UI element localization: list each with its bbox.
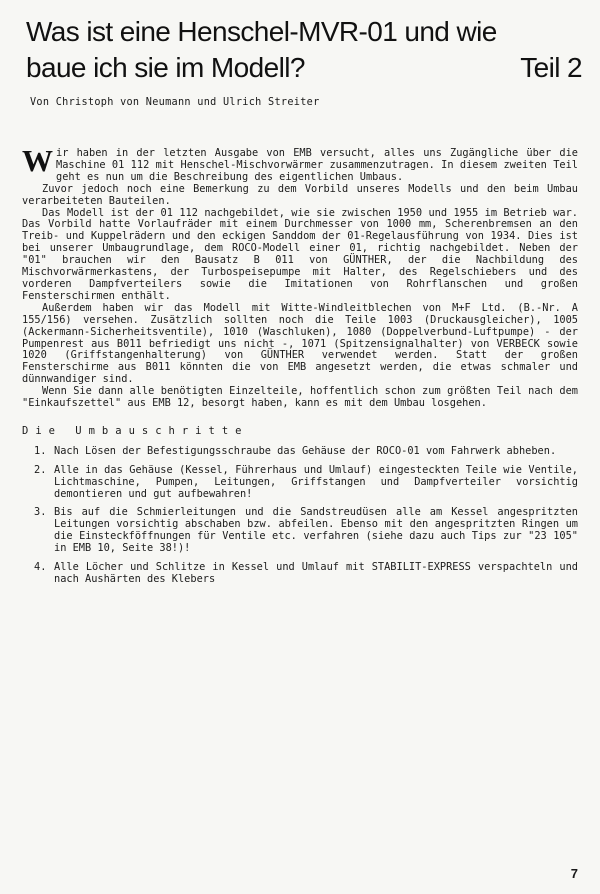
drop-cap: W — [22, 143, 53, 178]
step-number: 3. — [34, 506, 47, 519]
step-text: Nach Lösen der Befestigungsschraube das Gehäuse der ROCO-01 vom Fahrwerk abheben. — [54, 444, 557, 457]
paragraph: Zuvor jedoch noch eine Bemerkung zu dem Vorbild unseres Modells und den beim Umbau verarbeiteten Bauteilen. — [22, 182, 578, 207]
step-text: Alle Löcher und Schlitze in Kessel und Umlauf mit STABILIT-EXPRESS verspachteln und nach Aushärten des Klebers — [54, 561, 578, 585]
paragraph-text: ir haben in der letzten Ausgabe von EMB versucht, alles uns Zugängliche über die Maschine 01 112 mit Henschel-Mischvorwärmer zusammenzutragen. In diesem zweiten Teil geht es nun um die Beschreibung des eigentlichen Umbaus. — [56, 147, 578, 183]
part-label: Teil 2 — [520, 52, 582, 83]
step-number: 4. — [34, 561, 47, 574]
step-number: 2. — [34, 463, 47, 476]
section-heading: Die Umbauschritte — [22, 424, 249, 437]
steps-list — [22, 446, 578, 586]
article-title — [26, 14, 582, 86]
byline: Von Christoph von Neumann und Ulrich Streiter — [30, 97, 320, 108]
article-body — [22, 143, 578, 593]
list-item — [22, 465, 578, 501]
list-item — [22, 446, 578, 458]
step-text: Bis auf die Schmierleitungen und die Sandstreudüsen alle am Kessel angespritzten Leitungen vorsichtig abschaben bzw. abfeilen. Ebenso mit den angespritzten Ringen um die Einsteckföffnungen für Ventile etc. verfahren (siehe dazu auch Tips zur "23 105" in EMB 10, Seite 38!)! — [54, 506, 578, 555]
page-number: 7 — [570, 866, 578, 881]
title-line-2-text: baue ich sie im Modell? — [26, 52, 305, 83]
title-line-1: Was ist eine Henschel-MVR-01 und wie — [26, 16, 497, 47]
list-item — [22, 507, 578, 555]
step-text: Alle in das Gehäuse (Kessel, Führerhaus und Umlauf) eingesteckten Teile wie Ventile, Lichtmaschine, Pumpen, Leitungen, Griffstangen und Dampfverteiler vorsichtig demontieren und gut aufbewahren! — [54, 463, 578, 500]
paragraph: Wenn Sie dann alle benötigten Einzelteile, hoffentlich schon zum größten Teil nach dem "Einkaufszettel" aus EMB 12, besorgt haben, kann es mit dem Umbau losgehen. — [22, 385, 578, 410]
paragraph-intro — [22, 143, 578, 184]
paragraph: Außerdem haben wir das Modell mit Witte-Windleitblechen von M+F Ltd. (B.-Nr. A 155/156) versehen. Zusätzlich sollten noch die Teile 1003 (Druckausgleicher), 1005 (Ackermann-Sicherheitsventile), 1010 (Waschluken), 1080 (Doppelverbund-Luftpumpe) - der Pumpenrest aus B011 befriedigt uns nicht -, 1071 (Spitzensignalhalter) von VERBECK sowie 1020 (Griffstangenhalterung) von GÜNTHER verwendet werden. Statt der großen Fensterschirme aus B011 könnten die von EMB angesetzt werden, die etwas schmaler und dünnwandiger sind. — [22, 301, 578, 386]
paragraph: Das Modell ist der 01 112 nachgebildet, wie sie zwischen 1950 und 1955 im Betrieb war. Das Vorbild hatte Vorlaufräder mit einem Durchmesser von 1000 mm, Scherenbremsen an den Treib- und Kuppelrädern und den eckigen Sanddom der 01-Regelausführung von 1934. Dies ist bei unserer Umbaugrundlage, dem ROCO-Modell einer 01, richtig nachgebildet. Neben der "01" brauchen wir den Bausatz B 011 von GÜNTHER, der die Nachbildung des Mischvorwärmerkastens, der Turbospeisepumpe mit Halter, des Regelschiebers und des vorderen Dampfverteilers sowie die Imitationen von Rohrflanschen und großen Fensterschirmen enthält. — [22, 206, 578, 302]
step-number: 1. — [34, 444, 47, 457]
list-item — [22, 562, 578, 586]
title-line-2 — [26, 50, 582, 86]
